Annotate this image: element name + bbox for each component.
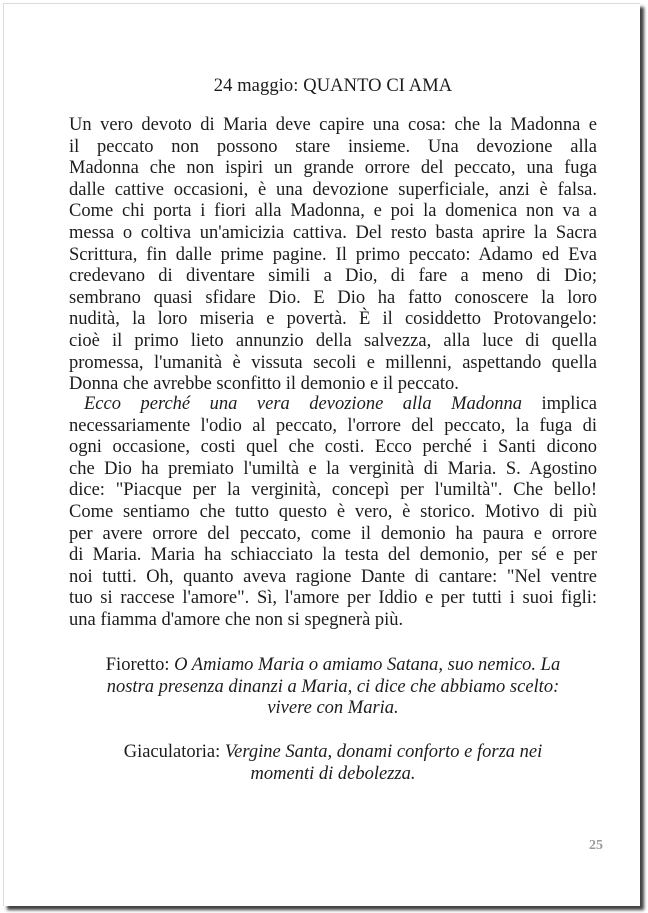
paragraph-line: che Dio ha premiato l'umiltà e la verginità di Maria. S. Agostino (69, 458, 597, 479)
paragraph-line: Un vero devoto di Maria deve capire una cosa: che la Madonna e (69, 115, 597, 135)
phrase: implica (541, 394, 597, 414)
paragraph-line: Come chi porta i fiori alla Madonna, e poi la domenica non va a (69, 201, 597, 222)
paragraph-line: di Maria. Maria ha schiacciato la testa del demonio, per sé e per (69, 545, 597, 566)
chapter-title: 24 maggio: QUANTO CI AMA (213, 76, 453, 96)
paragraph-line: Come sentiamo che tutto questo è vero, è storico. Motivo di più (69, 501, 597, 522)
fioretto-block (69, 655, 597, 720)
paragraph-first-line (69, 394, 597, 416)
paragraph-line: credevano di diventare simili a Dio, di fare a meno di Dio; (69, 266, 597, 287)
paragraph-line: per avere orrore del peccato, come il demonio ha paura e orrore (69, 523, 597, 544)
paragraph-line: dalle cattive occasioni, è una devozione superficiale, anzi è falsa. (69, 179, 597, 200)
fioretto-line: nostra presenza dinanzi a Maria, ci dice che abbiamo scelto: (106, 676, 560, 697)
paragraph-line: promessa, l'umanità è vissuta secoli e millenni, aspettando quella (69, 352, 597, 373)
paragraph-line: messa o coltiva un'amicizia cattiva. Del resto basta aprire la Sacra (69, 222, 597, 243)
fioretto-text: O Amiamo Maria o amiamo Satana, suo nemico. La (174, 655, 561, 675)
paragraph-line: cioè il primo lieto annunzio della salvezza, alla luce di quella (69, 330, 597, 351)
document-page (3, 3, 640, 906)
paragraph-line: Donna che avrebbe sconfitto il demonio e il peccato. (69, 374, 459, 395)
giaculatoria-line (69, 742, 597, 764)
paragraph-1 (69, 115, 597, 396)
paragraph-line: sembrano quasi sfidare Dio. E Dio ha fatto conoscere la loro (69, 287, 597, 308)
paragraph-line: noi tutti. Oh, quanto aveva ragione Dante di cantare: "Nel ventre (69, 566, 597, 587)
giaculatoria-block (69, 742, 597, 785)
italic-phrase: Ecco perché una vera devozione alla Madonna (84, 394, 522, 414)
fioretto-label: Fioretto: (105, 655, 170, 675)
paragraph-line: nudità, la loro miseria e povertà. È il cosiddetto Protovangelo: (69, 309, 597, 330)
fioretto-line (69, 655, 597, 677)
paragraph-line: ogni occasione, costi quel che costi. Ecco perché i Santi dicono (69, 437, 597, 458)
paragraph-line: necessariamente l'odio al peccato, l'orrore del peccato, la fuga di (69, 415, 597, 436)
paragraph-line: Madonna che non ispiri un grande orrore del peccato, una fuga (69, 158, 597, 179)
paragraph-line: tuo si raccese l'amore". Sì, l'amore per Iddio e per tutti i suoi figli: (69, 588, 597, 609)
paragraph-line: dice: "Piacque per la verginità, concepì per l'umiltà". Che bello! (69, 480, 597, 501)
paragraph-line: Scrittura, fin dalle prime pagine. Il primo peccato: Adamo ed Eva (69, 244, 597, 265)
fioretto-line: vivere con Maria. (267, 698, 399, 719)
giaculatoria-text: Vergine Santa, donami conforto e forza nei (224, 742, 543, 762)
giaculatoria-line: momenti di debolezza. (250, 763, 416, 784)
paragraph-line: il peccato non possono stare insieme. Una devozione alla (69, 136, 597, 157)
paragraph-2 (69, 394, 597, 632)
giaculatoria-label: Giaculatoria: (123, 742, 221, 762)
page-number: 25 (589, 838, 603, 853)
paragraph-line: una fiamma d'amore che non si spegnerà più. (69, 609, 404, 630)
